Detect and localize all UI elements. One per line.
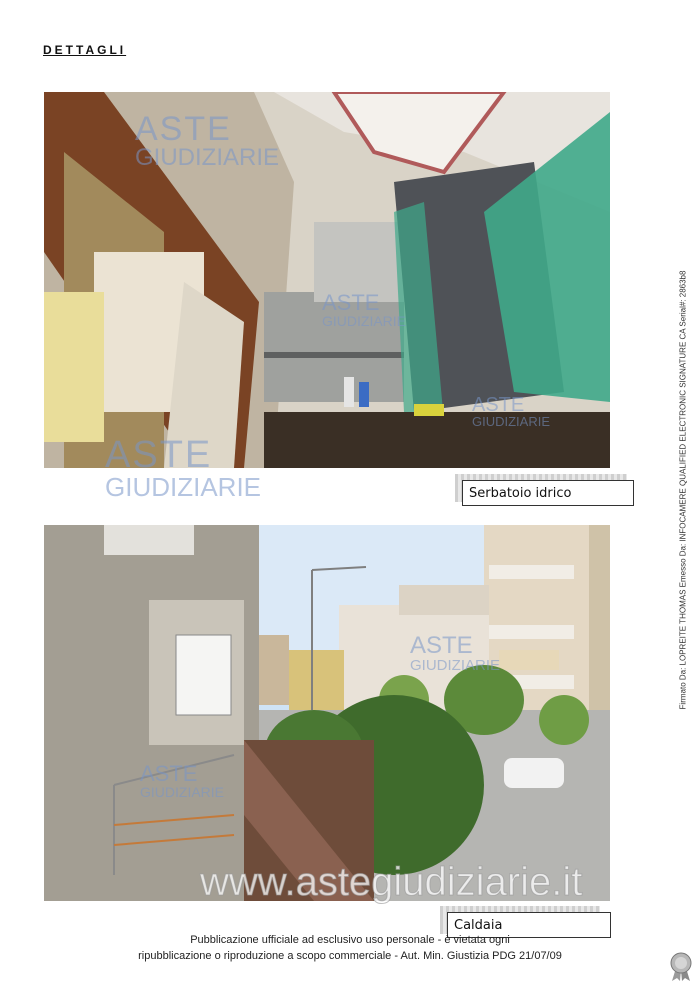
- watermark-brand-line2: GIUDIZIARIE: [135, 144, 280, 171]
- watermark-brand-line1: ASTE: [322, 290, 380, 315]
- footer-line-1: Pubblicazione ufficiale ad esclusivo uso personale - è vietata ogni: [190, 934, 510, 946]
- watermark-brand-line2: GIUDIZIARIE: [140, 784, 225, 800]
- photo-water-tank: [44, 92, 610, 468]
- watermark-brand-line1: ASTE: [410, 632, 473, 659]
- watermark-brand-line2: GIUDIZIARIE: [322, 313, 407, 329]
- footer-line-2: ripubblicazione o riproduzione a scopo commerciale - Aut. Min. Giustizia PDG 21/07/09: [138, 950, 562, 962]
- boiler-image: [44, 525, 610, 904]
- watermark-brand-line2: GIUDIZIARIE: [105, 472, 262, 502]
- watermark-brand-line1: ASTE: [472, 394, 525, 416]
- watermark-brand-line1: ASTE: [105, 434, 213, 476]
- photo-boiler: [44, 525, 610, 904]
- watermark-brand-line1: ASTE: [135, 110, 232, 148]
- caption-water-tank: Serbatoio idrico: [462, 480, 634, 506]
- watermark-brand-line2: GIUDIZIARIE: [410, 657, 501, 674]
- digital-signature-text: Firmato Da: LOPREITE THOMAS Emesso Da: INFOCAMERE QUALIFIED ELECTRONIC SIGNATURE CA Serial#: 2863b8: [678, 270, 688, 710]
- caption-boiler: Caldaia: [447, 912, 611, 938]
- section-heading: DETTAGLI: [43, 43, 127, 57]
- watermark-brand-line2: GIUDIZIARIE: [472, 414, 551, 429]
- seal-icon: [667, 952, 695, 982]
- watermark-brand-line1: ASTE: [140, 761, 198, 786]
- watermark-url: www.astegiudiziarie.it: [200, 860, 583, 904]
- water-tank-image: [44, 92, 610, 468]
